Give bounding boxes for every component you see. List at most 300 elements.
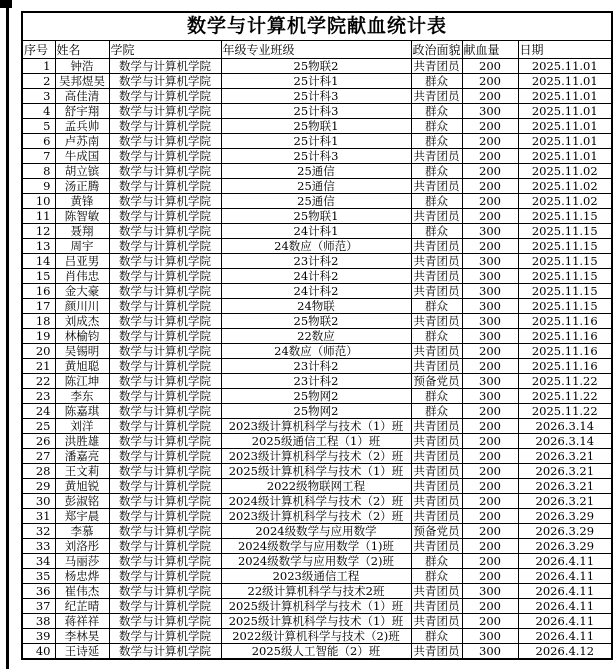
- cell-blood-amount: 200: [462, 479, 518, 494]
- cell-name: 吴锡明: [55, 344, 109, 359]
- cell-political-status: 共青团员: [411, 344, 462, 359]
- cell-class: 23计科2: [221, 359, 411, 374]
- cell-class: 2023级计算机科学与技术（2）班: [221, 449, 411, 464]
- cell-blood-amount: 200: [462, 464, 518, 479]
- cell-date: 2025.11.15: [518, 269, 612, 284]
- cell-name: 高佳清: [55, 89, 109, 104]
- cell-name: 颜川川: [55, 299, 109, 314]
- table-row: [22, 269, 612, 284]
- cell-blood-amount: 200: [462, 419, 518, 434]
- cell-political-status: 群众: [411, 329, 462, 344]
- cell-blood-amount: 300: [462, 329, 518, 344]
- cell-political-status: 共青团员: [411, 449, 462, 464]
- cell-college: 数学与计算机学院: [109, 59, 221, 74]
- cell-blood-amount: 200: [462, 599, 518, 614]
- cell-date: 2026.4.11: [518, 584, 612, 599]
- cell-name: 陈智敏: [55, 209, 109, 224]
- cell-political-status: 群众: [411, 299, 462, 314]
- cell-college: 数学与计算机学院: [109, 89, 221, 104]
- cell-college: 数学与计算机学院: [109, 194, 221, 209]
- cell-blood-amount: 200: [462, 539, 518, 554]
- table-row: [22, 494, 612, 509]
- cell-name: 刘洛彤: [55, 539, 109, 554]
- cell-date: 2026.4.12: [518, 644, 612, 660]
- cell-date: 2025.11.15: [518, 224, 612, 239]
- cell-class: 2023级计算机科学与技术（1）班: [221, 419, 411, 434]
- cell-class: 24数应（师范）: [221, 344, 411, 359]
- cell-index: 7: [22, 149, 55, 164]
- table-row: [22, 209, 612, 224]
- cell-political-status: 共青团员: [411, 284, 462, 299]
- cell-class: 25计科3: [221, 104, 411, 119]
- cell-index: 23: [22, 389, 55, 404]
- cell-date: 2026.3.21: [518, 449, 612, 464]
- cell-class: 23计科2: [221, 254, 411, 269]
- cell-political-status: 共青团员: [411, 494, 462, 509]
- table-row: [22, 284, 612, 299]
- cell-date: 2025.11.02: [518, 164, 612, 179]
- cell-name: 李东: [55, 389, 109, 404]
- col-header-political-status: 政治面貌: [411, 41, 462, 59]
- cell-class: 24物联: [221, 299, 411, 314]
- cell-index: 13: [22, 239, 55, 254]
- cell-political-status: 共青团员: [411, 419, 462, 434]
- table-row: [22, 569, 612, 584]
- cell-class: 2024级数学与应用数学（2)班: [221, 554, 411, 569]
- screenshot-left-edge-artifact: [6, 0, 9, 669]
- cell-name: 胡立镔: [55, 164, 109, 179]
- table-row: [22, 59, 612, 74]
- cell-class: 2024级计算机科学与技术（2）班: [221, 494, 411, 509]
- cell-name: 杨忠烨: [55, 569, 109, 584]
- cell-date: 2025.11.15: [518, 299, 612, 314]
- table-row: [22, 179, 612, 194]
- cell-index: 35: [22, 569, 55, 584]
- table-row: [22, 434, 612, 449]
- col-header-college: 学院: [109, 41, 221, 59]
- cell-class: 2022级计算机科学与技术（2)班: [221, 629, 411, 644]
- cell-date: 2025.11.16: [518, 344, 612, 359]
- cell-college: 数学与计算机学院: [109, 119, 221, 134]
- cell-blood-amount: 200: [462, 554, 518, 569]
- cell-blood-amount: 300: [462, 269, 518, 284]
- cell-political-status: 共青团员: [411, 599, 462, 614]
- cell-name: 王文莉: [55, 464, 109, 479]
- table-row: [22, 644, 612, 660]
- cell-college: 数学与计算机学院: [109, 359, 221, 374]
- cell-class: 25物联1: [221, 119, 411, 134]
- cell-index: 4: [22, 104, 55, 119]
- cell-name: 聂翔: [55, 224, 109, 239]
- cell-name: 潘嘉亮: [55, 449, 109, 464]
- cell-name: 卢苏南: [55, 134, 109, 149]
- cell-blood-amount: 200: [462, 524, 518, 539]
- cell-blood-amount: 300: [462, 284, 518, 299]
- cell-blood-amount: 300: [462, 374, 518, 389]
- cell-class: 23计科2: [221, 374, 411, 389]
- cell-class: 2024级数学与应用数学（1)班: [221, 539, 411, 554]
- table-row: [22, 224, 612, 239]
- cell-name: 黄锋: [55, 194, 109, 209]
- cell-date: 2025.11.16: [518, 314, 612, 329]
- cell-blood-amount: 200: [462, 614, 518, 629]
- cell-political-status: 共青团员: [411, 584, 462, 599]
- cell-class: 25计科3: [221, 149, 411, 164]
- cell-political-status: 群众: [411, 164, 462, 179]
- cell-date: 2025.11.01: [518, 134, 612, 149]
- cell-date: 2025.11.01: [518, 59, 612, 74]
- screenshot-corner-artifact: [0, 0, 12, 8]
- cell-name: 刘洋: [55, 419, 109, 434]
- cell-blood-amount: 200: [462, 344, 518, 359]
- cell-college: 数学与计算机学院: [109, 134, 221, 149]
- cell-political-status: 共青团员: [411, 464, 462, 479]
- table-row: [22, 614, 612, 629]
- cell-political-status: 群众: [411, 74, 462, 89]
- table-row: [22, 104, 612, 119]
- cell-date: 2026.3.14: [518, 434, 612, 449]
- cell-blood-amount: 300: [462, 644, 518, 660]
- col-header-class: 年级专业班级: [221, 41, 411, 59]
- cell-name: 李慕: [55, 524, 109, 539]
- cell-political-status: 共青团员: [411, 614, 462, 629]
- cell-index: 37: [22, 599, 55, 614]
- cell-name: 李林昊: [55, 629, 109, 644]
- cell-political-status: 共青团员: [411, 644, 462, 660]
- cell-date: 2026.3.14: [518, 419, 612, 434]
- cell-blood-amount: 300: [462, 104, 518, 119]
- cell-college: 数学与计算机学院: [109, 74, 221, 89]
- cell-index: 8: [22, 164, 55, 179]
- cell-date: 2026.4.11: [518, 599, 612, 614]
- col-header-date: 日期: [518, 41, 612, 59]
- table-row: [22, 254, 612, 269]
- cell-name: 周宇: [55, 239, 109, 254]
- cell-index: 10: [22, 194, 55, 209]
- cell-class: 2025级通信工程（1）班: [221, 434, 411, 449]
- cell-index: 40: [22, 644, 55, 660]
- cell-political-status: 共青团员: [411, 434, 462, 449]
- cell-name: 陈嘉琪: [55, 404, 109, 419]
- cell-political-status: 共青团员: [411, 254, 462, 269]
- table-row: [22, 359, 612, 374]
- table-row: [22, 464, 612, 479]
- cell-blood-amount: 200: [462, 569, 518, 584]
- table-row: [22, 149, 612, 164]
- cell-class: 25计科1: [221, 74, 411, 89]
- cell-name: 牛成国: [55, 149, 109, 164]
- cell-name: 纪芷晴: [55, 599, 109, 614]
- cell-index: 1: [22, 59, 55, 74]
- cell-blood-amount: 200: [462, 449, 518, 464]
- table-row: [22, 299, 612, 314]
- cell-date: 2025.11.15: [518, 254, 612, 269]
- cell-class: 25物网2: [221, 389, 411, 404]
- cell-college: 数学与计算机学院: [109, 209, 221, 224]
- cell-class: 25通信: [221, 164, 411, 179]
- page-title: 数学与计算机学院献血统计表: [22, 12, 612, 41]
- table-row: [22, 629, 612, 644]
- cell-blood-amount: 200: [462, 74, 518, 89]
- cell-political-status: 群众: [411, 119, 462, 134]
- cell-political-status: 共青团员: [411, 59, 462, 74]
- cell-college: 数学与计算机学院: [109, 344, 221, 359]
- cell-index: 33: [22, 539, 55, 554]
- cell-college: 数学与计算机学院: [109, 419, 221, 434]
- cell-date: 2025.11.02: [518, 194, 612, 209]
- cell-political-status: 群众: [411, 194, 462, 209]
- cell-political-status: 群众: [411, 134, 462, 149]
- cell-index: 38: [22, 614, 55, 629]
- cell-index: 34: [22, 554, 55, 569]
- cell-blood-amount: 200: [462, 494, 518, 509]
- cell-college: 数学与计算机学院: [109, 449, 221, 464]
- cell-index: 17: [22, 299, 55, 314]
- cell-date: 2025.11.01: [518, 104, 612, 119]
- table-row: [22, 584, 612, 599]
- cell-college: 数学与计算机学院: [109, 584, 221, 599]
- cell-college: 数学与计算机学院: [109, 104, 221, 119]
- title-row: [22, 12, 612, 41]
- cell-name: 郑宇晨: [55, 509, 109, 524]
- cell-political-status: 群众: [411, 554, 462, 569]
- cell-name: 吕亚男: [55, 254, 109, 269]
- cell-class: 24数应（师范）: [221, 239, 411, 254]
- col-header-name: 姓名: [55, 41, 109, 59]
- cell-date: 2025.11.01: [518, 149, 612, 164]
- table-row: [22, 134, 612, 149]
- cell-blood-amount: 300: [462, 584, 518, 599]
- cell-index: 15: [22, 269, 55, 284]
- cell-blood-amount: 200: [462, 239, 518, 254]
- cell-name: 陈江坤: [55, 374, 109, 389]
- cell-index: 18: [22, 314, 55, 329]
- cell-class: 22数应: [221, 329, 411, 344]
- cell-index: 14: [22, 254, 55, 269]
- cell-college: 数学与计算机学院: [109, 569, 221, 584]
- cell-class: 2022级物联网工程: [221, 479, 411, 494]
- cell-college: 数学与计算机学院: [109, 314, 221, 329]
- cell-political-status: 共青团员: [411, 314, 462, 329]
- cell-index: 32: [22, 524, 55, 539]
- cell-college: 数学与计算机学院: [109, 464, 221, 479]
- table-row: [22, 119, 612, 134]
- cell-college: 数学与计算机学院: [109, 269, 221, 284]
- table-row: [22, 164, 612, 179]
- cell-political-status: 共青团员: [411, 89, 462, 104]
- cell-date: 2026.4.11: [518, 629, 612, 644]
- cell-class: 25计科1: [221, 134, 411, 149]
- cell-date: 2025.11.01: [518, 74, 612, 89]
- cell-index: 6: [22, 134, 55, 149]
- cell-college: 数学与计算机学院: [109, 614, 221, 629]
- cell-class: 25物联2: [221, 314, 411, 329]
- cell-class: 2024级数学与应用数学: [221, 524, 411, 539]
- cell-political-status: 群众: [411, 404, 462, 419]
- cell-index: 24: [22, 404, 55, 419]
- cell-class: 24计科2: [221, 284, 411, 299]
- blood-donation-table-sheet: [21, 11, 613, 660]
- cell-index: 31: [22, 509, 55, 524]
- cell-college: 数学与计算机学院: [109, 644, 221, 660]
- cell-date: 2025.11.15: [518, 284, 612, 299]
- cell-date: 2025.11.01: [518, 89, 612, 104]
- cell-name: 彭淑铭: [55, 494, 109, 509]
- cell-name: 孟兵帅: [55, 119, 109, 134]
- cell-political-status: 共青团员: [411, 269, 462, 284]
- cell-index: 26: [22, 434, 55, 449]
- cell-index: 30: [22, 494, 55, 509]
- col-header-index: 序号: [22, 41, 55, 59]
- cell-class: 25计科3: [221, 89, 411, 104]
- table-row: [22, 239, 612, 254]
- cell-date: 2025.11.22: [518, 389, 612, 404]
- cell-college: 数学与计算机学院: [109, 599, 221, 614]
- cell-political-status: 共青团员: [411, 239, 462, 254]
- cell-index: 22: [22, 374, 55, 389]
- cell-name: 马丽莎: [55, 554, 109, 569]
- cell-date: 2026.4.11: [518, 569, 612, 584]
- table-row: [22, 374, 612, 389]
- table-row: [22, 329, 612, 344]
- cell-date: 2026.3.21: [518, 494, 612, 509]
- cell-college: 数学与计算机学院: [109, 254, 221, 269]
- cell-date: 2025.11.15: [518, 239, 612, 254]
- cell-blood-amount: 300: [462, 299, 518, 314]
- cell-blood-amount: 200: [462, 89, 518, 104]
- cell-blood-amount: 300: [462, 389, 518, 404]
- cell-blood-amount: 200: [462, 164, 518, 179]
- cell-college: 数学与计算机学院: [109, 434, 221, 449]
- cell-college: 数学与计算机学院: [109, 284, 221, 299]
- cell-date: 2026.4.11: [518, 554, 612, 569]
- cell-class: 25通信: [221, 179, 411, 194]
- table-row: [22, 419, 612, 434]
- cell-name: 舒宇翔: [55, 104, 109, 119]
- cell-name: 林榆钧: [55, 329, 109, 344]
- cell-class: 2023级通信工程: [221, 569, 411, 584]
- cell-blood-amount: 300: [462, 314, 518, 329]
- table-row: [22, 509, 612, 524]
- cell-date: 2026.3.29: [518, 524, 612, 539]
- cell-college: 数学与计算机学院: [109, 404, 221, 419]
- cell-college: 数学与计算机学院: [109, 239, 221, 254]
- cell-political-status: 共青团员: [411, 149, 462, 164]
- cell-class: 25物网2: [221, 404, 411, 419]
- blood-donation-table: [21, 11, 613, 660]
- cell-index: 12: [22, 224, 55, 239]
- cell-college: 数学与计算机学院: [109, 179, 221, 194]
- cell-college: 数学与计算机学院: [109, 299, 221, 314]
- cell-political-status: 共青团员: [411, 479, 462, 494]
- cell-college: 数学与计算机学院: [109, 389, 221, 404]
- cell-name: 王诗延: [55, 644, 109, 660]
- cell-date: 2026.3.29: [518, 539, 612, 554]
- cell-college: 数学与计算机学院: [109, 149, 221, 164]
- table-row: [22, 539, 612, 554]
- cell-class: 25物联2: [221, 59, 411, 74]
- cell-college: 数学与计算机学院: [109, 494, 221, 509]
- cell-index: 25: [22, 419, 55, 434]
- cell-political-status: 群众: [411, 389, 462, 404]
- cell-blood-amount: 200: [462, 194, 518, 209]
- table-row: [22, 74, 612, 89]
- cell-name: 钟浩: [55, 59, 109, 74]
- cell-blood-amount: 200: [462, 134, 518, 149]
- cell-name: 金大豪: [55, 284, 109, 299]
- cell-date: 2026.3.21: [518, 479, 612, 494]
- cell-political-status: 预备党员: [411, 524, 462, 539]
- cell-blood-amount: 200: [462, 59, 518, 74]
- cell-political-status: 群众: [411, 569, 462, 584]
- cell-index: 5: [22, 119, 55, 134]
- cell-index: 20: [22, 344, 55, 359]
- cell-class: 2025级计算机科学与技术（1）班: [221, 599, 411, 614]
- cell-date: 2026.3.29: [518, 509, 612, 524]
- table-row: [22, 89, 612, 104]
- table-row: [22, 599, 612, 614]
- cell-college: 数学与计算机学院: [109, 224, 221, 239]
- cell-college: 数学与计算机学院: [109, 479, 221, 494]
- cell-class: 2025级计算机科学与技术（1）班: [221, 614, 411, 629]
- table-row: [22, 344, 612, 359]
- cell-political-status: 群众: [411, 629, 462, 644]
- cell-college: 数学与计算机学院: [109, 329, 221, 344]
- cell-index: 36: [22, 584, 55, 599]
- cell-college: 数学与计算机学院: [109, 164, 221, 179]
- cell-index: 11: [22, 209, 55, 224]
- table-row: [22, 479, 612, 494]
- table-row: [22, 194, 612, 209]
- cell-blood-amount: 200: [462, 119, 518, 134]
- cell-political-status: 共青团员: [411, 209, 462, 224]
- table-row: [22, 314, 612, 329]
- cell-college: 数学与计算机学院: [109, 554, 221, 569]
- cell-class: 25物联1: [221, 209, 411, 224]
- cell-class: 24计科2: [221, 269, 411, 284]
- cell-name: 吴邦煜昊: [55, 74, 109, 89]
- cell-blood-amount: 300: [462, 224, 518, 239]
- table-row: [22, 389, 612, 404]
- cell-index: 28: [22, 464, 55, 479]
- cell-class: 22级计算机科学与技术2班: [221, 584, 411, 599]
- cell-name: 刘成杰: [55, 314, 109, 329]
- cell-class: 24计科1: [221, 224, 411, 239]
- table-row: [22, 449, 612, 464]
- cell-blood-amount: 200: [462, 209, 518, 224]
- table-row: [22, 404, 612, 419]
- col-header-blood-amount: 献血量: [462, 41, 518, 59]
- cell-name: 黄旭锐: [55, 479, 109, 494]
- cell-index: 2: [22, 74, 55, 89]
- cell-blood-amount: 200: [462, 359, 518, 374]
- cell-college: 数学与计算机学院: [109, 629, 221, 644]
- cell-index: 27: [22, 449, 55, 464]
- cell-college: 数学与计算机学院: [109, 524, 221, 539]
- cell-blood-amount: 200: [462, 149, 518, 164]
- cell-political-status: 共青团员: [411, 539, 462, 554]
- cell-political-status: 群众: [411, 104, 462, 119]
- header-row: [22, 41, 612, 59]
- cell-political-status: 共青团员: [411, 179, 462, 194]
- cell-class: 2023级计算机科学与技术（2）班: [221, 509, 411, 524]
- cell-blood-amount: 200: [462, 434, 518, 449]
- cell-blood-amount: 300: [462, 254, 518, 269]
- cell-date: 2025.11.02: [518, 179, 612, 194]
- cell-political-status: 共青团员: [411, 359, 462, 374]
- cell-college: 数学与计算机学院: [109, 374, 221, 389]
- cell-date: 2025.11.22: [518, 374, 612, 389]
